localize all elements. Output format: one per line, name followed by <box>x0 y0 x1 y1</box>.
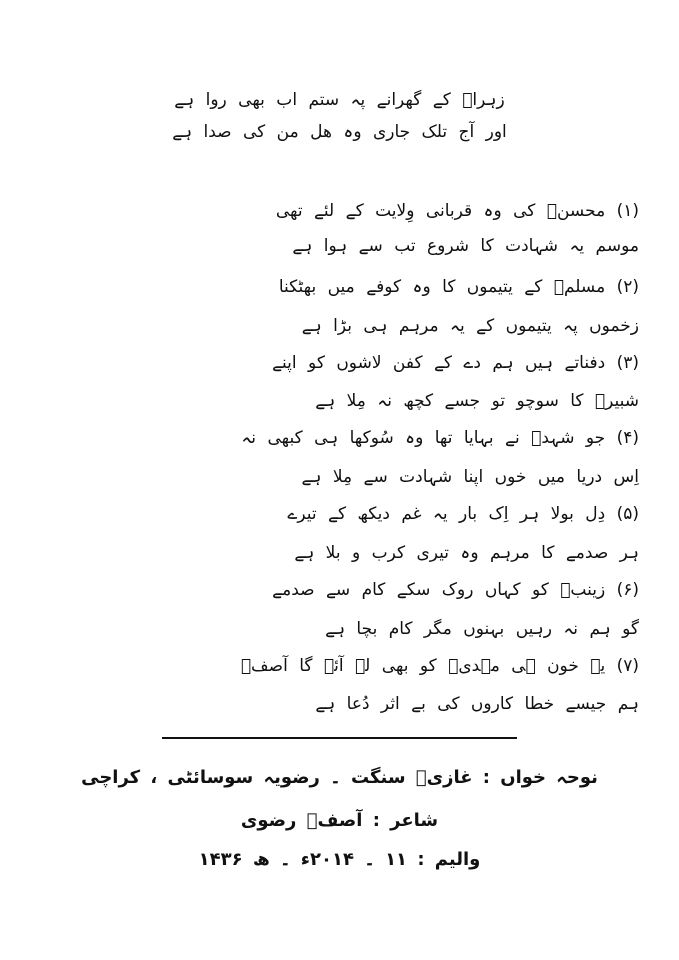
stanza-4-line-1: (۴) جو شہدؑ نے بہایا تھا وہ سُوکھا ہی کبھی نہ <box>241 428 639 448</box>
stanza-3-line-2: شبیرؑ کا سوچو تو جسے کچھ نہ مِلا ہے <box>315 391 639 411</box>
stanza-6-line-1: (۶) زینبؑ کو کہاں روک سکے کام سے صدمے <box>272 580 639 600</box>
footer-poet: شاعر : آصفؔ رضوی <box>240 810 439 831</box>
stanza-1-line-1: (۱) محسنؑ کی وہ قربانی وِلایت کے لئے تھی <box>275 201 639 221</box>
stanza-7-line-1: (۷) یہ خون ہی مہدیؑ کو بھی لے آئے گا آصفؔ <box>240 656 639 676</box>
stanza-3-line-1: (۳) دفناتے ہیں ہم دے کے کفن لاشوں کو اپنے <box>272 353 639 373</box>
stanza-4-line-2: اِس دریا میں خوں اپنا شہادت سے مِلا ہے <box>301 467 639 487</box>
stanza-2-line-1: (۲) مسلمؑ کے یتیموں کا وہ کوفے میں بھٹکنا <box>278 277 639 297</box>
stanza-1-line-2: موسم یہ شہادت کا شروع تب سے ہوا ہے <box>292 236 639 256</box>
footer-reciter: نوحہ خواں : غازیؑ سنگت ۔ رضویہ سوسائٹی ، کراچی <box>81 767 598 788</box>
footer-volume: والیم : ۱۱ ۔ ۲۰۱۴ء ۔ ھ ۱۴۳۶ <box>198 849 481 870</box>
stanza-2-line-2: زخموں پہ یتیموں کے یہ مرہم ہی بڑا ہے <box>301 316 639 336</box>
stanza-5-line-1: (۵) دِل بولا ہر اِک بار یہ غم دیکھ کے تیرے <box>287 504 639 524</box>
footer-divider <box>162 737 517 739</box>
stanza-7-line-2: ہم جیسے خطا کاروں کی بے اثر دُعا ہے <box>315 694 639 714</box>
stanza-5-line-2: ہر صدمے کا مرہم وہ تیری کرب و بلا ہے <box>294 543 639 563</box>
intro-line-2: اور آج تلک جاری وہ ھل من کی صدا ہے <box>172 122 507 142</box>
intro-line-1: زہراؑ کے گھرانے پہ ستم اب بھی روا ہے <box>174 90 505 110</box>
stanza-6-line-2: گو ہم نہ رہیں بہنوں مگر کام بچا ہے <box>325 619 639 639</box>
